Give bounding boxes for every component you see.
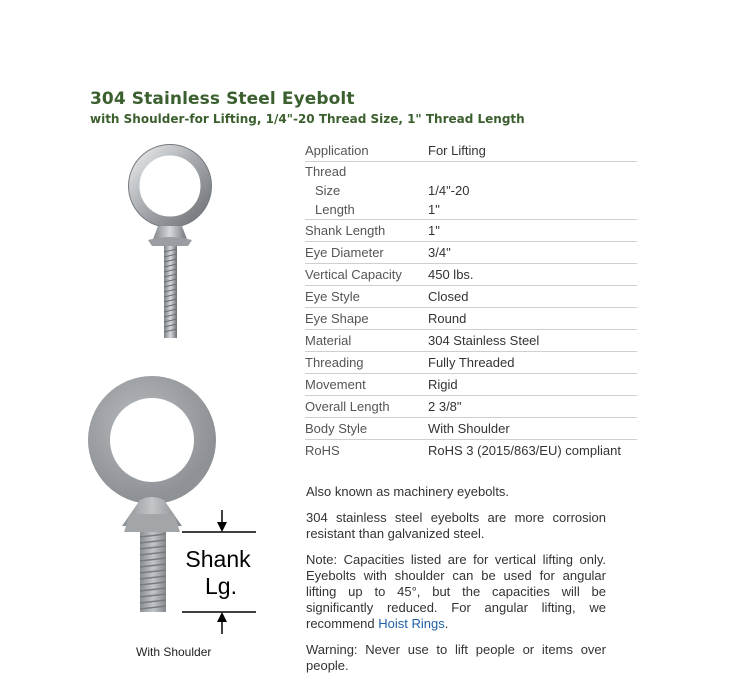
- shank-label-line1: Shank: [185, 546, 251, 572]
- spec-label: Material: [305, 330, 428, 352]
- spec-row-eye-style: [305, 286, 637, 308]
- spec-row-thread: [305, 162, 637, 182]
- product-notes: [306, 484, 606, 684]
- spec-label: Body Style: [305, 418, 428, 440]
- spec-label: RoHS: [305, 443, 340, 458]
- spec-row-overall-length: [305, 396, 637, 418]
- note-corrosion: 304 stainless steel eyebolts are more corrosion resistant than galvanized steel.: [306, 510, 606, 541]
- spec-row-eye-shape: [305, 308, 637, 330]
- shank-length-diagram: [84, 364, 274, 646]
- spec-row-thread-size: [305, 181, 637, 200]
- spec-value: RoHS 3 (2015/863/EU) compliant: [428, 443, 621, 458]
- spec-row-material: [305, 330, 637, 352]
- spec-row-rohs: [305, 440, 637, 462]
- spec-value: 1": [428, 220, 637, 242]
- spec-row-movement: [305, 374, 637, 396]
- spec-row-vertical-capacity: [305, 264, 637, 286]
- diagram-caption: With Shoulder: [136, 645, 212, 659]
- note-capacity-end: .: [444, 616, 449, 631]
- spec-value: Closed: [428, 286, 637, 308]
- spec-value: 1/4"-20: [428, 183, 470, 198]
- spec-value: Rigid: [428, 374, 637, 396]
- spec-row-threading: [305, 352, 637, 374]
- spec-value: 3/4": [428, 242, 637, 264]
- hoist-rings-link[interactable]: Hoist Rings: [378, 616, 445, 631]
- spec-value: With Shoulder: [428, 418, 637, 440]
- spec-row-thread-length: [305, 200, 637, 220]
- product-photo: [118, 142, 228, 342]
- spec-sublabel: Size: [315, 183, 341, 198]
- note-aka: Also known as machinery eyebolts.: [306, 484, 510, 499]
- spec-row-eye-diameter: [305, 242, 637, 264]
- spec-row-shank-length: [305, 220, 637, 242]
- spec-label: Shank Length: [305, 220, 428, 242]
- spec-value: 450 lbs.: [428, 264, 637, 286]
- spec-value: For Lifting: [428, 140, 637, 162]
- product-title: 304 Stainless Steel Eyebolt: [90, 89, 355, 109]
- spec-label: Vertical Capacity: [305, 264, 428, 286]
- note-capacity-text: Note: Capacities listed are for vertical lifting only. Eyebolts with shoulder can be used for angular lifting up to 45°, but the capacities will be significantly reduced. For angular lifting, we recommend: [306, 552, 606, 631]
- spec-sublabel: Length: [305, 200, 428, 220]
- note-capacity: [306, 552, 606, 632]
- spec-label: Threading: [305, 352, 428, 374]
- spec-label: Overall Length: [305, 396, 428, 418]
- spec-label: Application: [305, 140, 428, 162]
- spec-value: Fully Threaded: [428, 352, 637, 374]
- spec-table: [305, 140, 637, 461]
- spec-label: Thread: [305, 164, 347, 179]
- spec-label: Eye Shape: [305, 308, 428, 330]
- spec-value: Round: [428, 308, 637, 330]
- spec-value: 1": [428, 200, 637, 220]
- spec-row-body-style: [305, 418, 637, 440]
- shank-label-line2: Lg.: [205, 573, 237, 599]
- note-warning: Warning: Never use to lift people or items over people.: [306, 642, 606, 673]
- spec-label: Eye Diameter: [305, 242, 428, 264]
- spec-value: 2 3/8": [428, 396, 637, 418]
- spec-value: [428, 162, 637, 182]
- spec-row-application: [305, 140, 637, 162]
- spec-value: 304 Stainless Steel: [428, 330, 637, 352]
- product-subtitle: with Shoulder-for Lifting, 1/4"-20 Thread Size, 1" Thread Length: [90, 112, 525, 126]
- spec-label: Eye Style: [305, 286, 428, 308]
- spec-label: Movement: [305, 374, 428, 396]
